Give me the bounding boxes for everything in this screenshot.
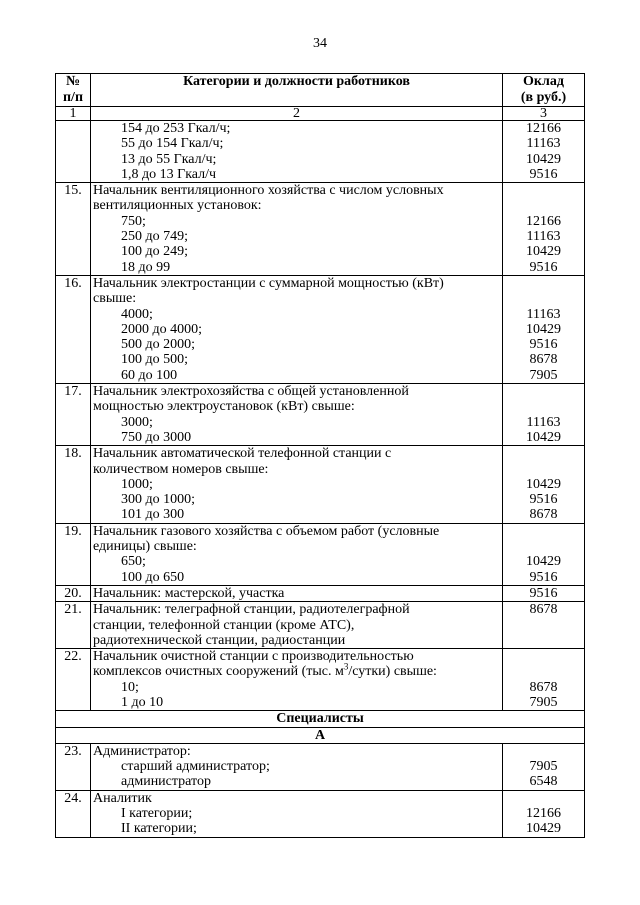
row-number: 16. <box>56 275 91 383</box>
row-title-line: Начальник: телеграфной станции, радиотелеграфной <box>93 602 410 618</box>
row-salary <box>503 602 585 649</box>
salary-spacer <box>505 539 582 554</box>
row-item-label: 60 до 100 <box>121 367 178 383</box>
salary-spacer <box>505 462 582 477</box>
row-number: 24. <box>56 790 91 837</box>
row-item-label: 100 до 249; <box>121 244 189 260</box>
row-title-line: мощностью электроустановок (кВт) свыше: <box>93 399 355 415</box>
row-title-line: свыше: <box>93 291 137 307</box>
row-salary <box>503 743 585 790</box>
column-number-3: 3 <box>503 107 585 121</box>
salary-value: 8678 <box>529 602 558 618</box>
salary-spacer <box>505 276 582 291</box>
table-body-specialists <box>56 743 585 837</box>
row-title-line: Начальник газового хозяйства с объемом работ (условные <box>93 523 440 539</box>
column-number-1: 1 <box>56 107 91 121</box>
salary-value: 10429 <box>526 476 561 492</box>
row-item-label: 18 до 99 <box>121 259 171 275</box>
row-salary <box>503 384 585 446</box>
table-row <box>56 585 585 601</box>
table-row <box>56 523 585 585</box>
table-row <box>56 790 585 837</box>
salary-value: 10429 <box>526 321 561 337</box>
row-item-label: 101 до 300 <box>121 507 185 523</box>
row-number: 22. <box>56 649 91 711</box>
section-title-letter-a: А <box>56 727 585 743</box>
row-item-label: 1,8 до 13 Гкал/ч <box>121 166 217 182</box>
row-category <box>91 183 503 276</box>
salary-value: 12166 <box>526 213 561 229</box>
row-title-line: Начальник автоматической телефонной станции с <box>93 446 392 462</box>
salary-value: 8678 <box>529 507 558 523</box>
salary-value: 9516 <box>529 569 558 585</box>
row-salary <box>503 121 585 183</box>
salary-spacer <box>505 524 582 539</box>
row-number: 15. <box>56 183 91 276</box>
row-title-line: Начальник электрохозяйства с общей установленной <box>93 384 409 400</box>
header-col-number <box>56 74 91 107</box>
header-col-salary-line2: (в руб.) <box>520 90 567 105</box>
salary-value: 11163 <box>526 229 561 245</box>
row-number <box>56 121 91 183</box>
page-number: 34 <box>313 36 327 51</box>
salary-value: 9516 <box>529 585 558 601</box>
salary-value: 11163 <box>526 306 561 322</box>
row-salary <box>503 446 585 523</box>
row-title-line: радиотехнической станции, радиостанции <box>93 632 346 648</box>
table-body-managers <box>56 121 585 711</box>
row-item-label: 650; <box>121 554 146 570</box>
row-title-line: Начальник очистной станции с производительностью <box>93 649 414 665</box>
row-item-label: 55 до 154 Гкал/ч; <box>121 136 224 152</box>
header-col-category: Категории и должности работников <box>91 74 503 107</box>
table-row <box>56 384 585 446</box>
salary-value: 8678 <box>529 352 558 368</box>
row-title-line: комплексов очистных сооружений (тыс. $м^3/сутки$) свыше: <box>93 661 437 680</box>
row-category <box>91 790 503 837</box>
table-row <box>56 446 585 523</box>
row-item-label: 10; <box>121 679 139 695</box>
salary-value: 7905 <box>529 694 558 710</box>
table-row <box>56 121 585 183</box>
row-salary <box>503 275 585 383</box>
row-category <box>91 585 503 601</box>
header-col-number-line1: № <box>65 74 81 89</box>
header-col-salary-line1: Оклад <box>523 74 564 89</box>
row-category <box>91 649 503 711</box>
row-number: 23. <box>56 743 91 790</box>
row-salary <box>503 790 585 837</box>
salary-value: 8678 <box>529 679 558 695</box>
column-numbers-row <box>56 107 585 121</box>
salary-value: 6548 <box>529 774 558 790</box>
salary-spacer <box>505 664 582 679</box>
row-category <box>91 384 503 446</box>
row-item-label: 154 до 253 Гкал/ч; <box>121 121 231 136</box>
table-header-row <box>56 74 585 107</box>
row-item-label: I категории; <box>121 806 193 822</box>
row-item-label: 250 до 749; <box>121 229 189 245</box>
row-title-line: Начальник: мастерской, участка <box>93 585 285 601</box>
salary-spacer <box>505 291 582 306</box>
salary-value: 9516 <box>529 166 558 182</box>
header-col-salary <box>503 74 585 107</box>
row-title-line: Начальник вентиляционного хозяйства с числом условных <box>93 183 444 199</box>
salary-spacer <box>505 384 582 399</box>
row-item-label: 4000; <box>121 306 153 322</box>
row-item-label: 750 до 3000 <box>121 429 192 445</box>
salary-value: 10429 <box>526 151 561 167</box>
table-row <box>56 275 585 383</box>
row-item-label: 100 до 650 <box>121 569 185 585</box>
row-title-line: количеством номеров свыше: <box>93 461 269 477</box>
row-salary <box>503 585 585 601</box>
salary-value: 12166 <box>526 806 561 822</box>
header-col-number-line2: п/п <box>62 90 84 105</box>
salary-spacer <box>505 649 582 664</box>
row-item-label: 300 до 1000; <box>121 492 196 508</box>
salary-value: 12166 <box>526 121 561 136</box>
row-title-line: Аналитик <box>93 790 152 806</box>
row-title-line: Администратор: <box>93 743 191 759</box>
row-number: 21. <box>56 602 91 649</box>
row-item-label: 1 до 10 <box>121 694 164 710</box>
row-salary <box>503 649 585 711</box>
row-number: 20. <box>56 585 91 601</box>
salary-spacer <box>505 744 582 759</box>
salary-value: 10429 <box>526 244 561 260</box>
row-title-line: вентиляционных установок: <box>93 198 262 214</box>
row-number: 17. <box>56 384 91 446</box>
row-item-label: старший администратор; <box>121 759 270 775</box>
row-number: 19. <box>56 523 91 585</box>
row-item-label: II категории; <box>121 821 197 837</box>
row-number: 18. <box>56 446 91 523</box>
salary-value: 11163 <box>526 414 561 430</box>
row-item-label: 750; <box>121 213 146 229</box>
row-category <box>91 523 503 585</box>
salary-value: 9516 <box>529 492 558 508</box>
row-salary <box>503 183 585 276</box>
salary-value: 10429 <box>526 554 561 570</box>
table-row <box>56 183 585 276</box>
section-row-letter-a <box>56 727 585 743</box>
row-category <box>91 446 503 523</box>
salary-spacer <box>505 198 582 213</box>
table-row <box>56 602 585 649</box>
row-item-label: 2000 до 4000; <box>121 321 203 337</box>
row-category <box>91 602 503 649</box>
row-salary <box>503 523 585 585</box>
table-row <box>56 743 585 790</box>
row-title-line: Начальник электростанции с суммарной мощностью (кВт) <box>93 275 444 291</box>
salary-value: 10429 <box>526 429 561 445</box>
row-item-label: 100 до 500; <box>121 352 189 368</box>
salary-spacer <box>505 183 582 198</box>
row-category <box>91 743 503 790</box>
salary-value: 9516 <box>529 337 558 353</box>
row-item-label: 3000; <box>121 414 153 430</box>
salary-value: 7905 <box>529 759 558 775</box>
row-category <box>91 275 503 383</box>
salary-value: 7905 <box>529 367 558 383</box>
row-item-label: 1000; <box>121 476 153 492</box>
salary-spacer <box>505 791 582 806</box>
row-title-line: станции, телефонной станции (кроме АТС), <box>93 617 355 633</box>
row-item-label: 500 до 2000; <box>121 337 196 353</box>
row-item-label: администратор <box>121 774 211 790</box>
row-category <box>91 121 503 183</box>
salary-spacer <box>505 446 582 461</box>
row-item-label: 13 до 55 Гкал/ч; <box>121 151 217 167</box>
column-number-2: 2 <box>91 107 503 121</box>
salary-spacer <box>505 399 582 414</box>
salary-value: 10429 <box>526 821 561 837</box>
table-row <box>56 649 585 711</box>
salary-table <box>55 73 585 838</box>
table-section-headers <box>56 711 585 744</box>
section-row-specialists <box>56 711 585 727</box>
salary-value: 9516 <box>529 259 558 275</box>
row-title-line: единицы) свыше: <box>93 539 197 555</box>
section-title-specialists: Специалисты <box>56 711 585 727</box>
salary-value: 11163 <box>526 136 561 152</box>
